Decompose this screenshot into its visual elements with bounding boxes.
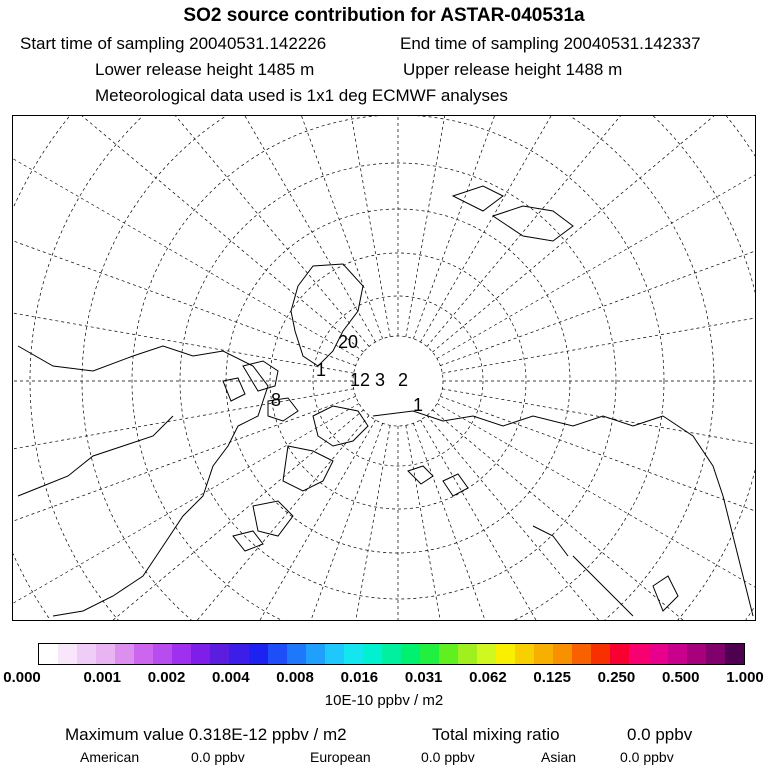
meridian-line bbox=[13, 404, 359, 621]
colorbar-cell bbox=[706, 644, 725, 664]
meridian-line bbox=[90, 116, 382, 339]
meridian-line bbox=[13, 225, 354, 373]
colorbar-cell bbox=[134, 644, 153, 664]
lower-height-label: Lower release height 1485 m bbox=[95, 60, 315, 79]
colorbar-cell bbox=[725, 644, 744, 664]
colorbar-tick-label: 0.000 bbox=[3, 669, 41, 686]
meridian-line bbox=[13, 396, 356, 620]
latitude-circle bbox=[13, 116, 755, 620]
colorbar-cell bbox=[325, 644, 344, 664]
meridian-line bbox=[13, 116, 359, 366]
colorbar-cell bbox=[153, 644, 172, 664]
colorbar-cell bbox=[591, 644, 610, 664]
contour-label: 8 bbox=[271, 390, 282, 410]
meridian-line bbox=[13, 415, 369, 620]
colorbar-cell bbox=[668, 644, 687, 664]
contour-label: 2 bbox=[398, 370, 409, 390]
contour-labels bbox=[271, 332, 423, 415]
coastline bbox=[453, 186, 503, 211]
met-data-label: Meteorological data used is 1x1 deg ECMWF analyses bbox=[95, 86, 508, 105]
colorbar-cell bbox=[77, 644, 96, 664]
colorbar-tick-label: 0.125 bbox=[533, 669, 571, 686]
plot-title: SO2 source contribution for ASTAR-040531a bbox=[183, 5, 585, 26]
colorbar-units: 10E-10 ppbv / m2 bbox=[324, 692, 444, 709]
meridian-line bbox=[437, 116, 755, 359]
region-name-asian: Asian bbox=[541, 749, 577, 765]
colorbar bbox=[38, 643, 745, 665]
coastline bbox=[283, 446, 333, 491]
colorbar-cell bbox=[649, 644, 668, 664]
colorbar-tick-label: 1.000 bbox=[726, 669, 764, 686]
graticule bbox=[13, 116, 755, 620]
colorbar-cell bbox=[629, 644, 648, 664]
meridian-line bbox=[13, 420, 376, 620]
colorbar-tick-label: 0.250 bbox=[597, 669, 636, 686]
colorbar-cell bbox=[191, 644, 210, 664]
colorbar-tick-label: 0.001 bbox=[83, 669, 122, 686]
max-value-label: Maximum value 0.318E-12 ppbv / m2 bbox=[65, 725, 347, 744]
colorbar-cell bbox=[58, 644, 77, 664]
colorbar-cell bbox=[229, 644, 248, 664]
coastline bbox=[18, 416, 173, 496]
colorbar-cell bbox=[210, 644, 229, 664]
end-time-label: End time of sampling 20040531.142337 bbox=[400, 34, 701, 53]
upper-height-label: Upper release height 1488 m bbox=[403, 60, 623, 79]
meridian-line bbox=[437, 404, 755, 621]
colorbar-cell bbox=[515, 644, 534, 664]
coastline bbox=[573, 556, 633, 616]
region-value-european: 0.0 ppbv bbox=[421, 749, 475, 765]
colorbar-cell bbox=[477, 644, 496, 664]
colorbar-cell bbox=[39, 644, 58, 664]
colorbar-cell bbox=[96, 644, 115, 664]
contour-label: 1 bbox=[316, 360, 327, 380]
colorbar-tick-label: 0.008 bbox=[276, 669, 314, 686]
colorbar-cell bbox=[553, 644, 572, 664]
meridian-line bbox=[427, 116, 755, 347]
colorbar-tick-label: 0.004 bbox=[212, 669, 250, 686]
coastline bbox=[663, 416, 753, 616]
coastline bbox=[223, 378, 245, 401]
colorbar-cell bbox=[401, 644, 420, 664]
colorbar-cell bbox=[534, 644, 553, 664]
meridian-line bbox=[413, 116, 705, 339]
colorbar-tick-label: 0.016 bbox=[340, 669, 379, 686]
meridian-line bbox=[432, 116, 755, 352]
region-name-european: European bbox=[310, 749, 371, 765]
latitude-circle bbox=[13, 116, 755, 620]
colorbar-cell bbox=[496, 644, 515, 664]
colorbar-cell bbox=[363, 644, 382, 664]
map-canvas bbox=[13, 116, 755, 620]
coastline bbox=[533, 526, 568, 556]
region-value-asian: 0.0 ppbv bbox=[620, 749, 674, 765]
coastline bbox=[253, 501, 293, 536]
colorbar-tick-label: 0.031 bbox=[404, 669, 443, 686]
colorbar-cell bbox=[287, 644, 306, 664]
colorbar-cell bbox=[572, 644, 591, 664]
coastline bbox=[493, 206, 573, 241]
colorbar-cell bbox=[344, 644, 363, 664]
colorbar-cell bbox=[610, 644, 629, 664]
colorbar-cell bbox=[268, 644, 287, 664]
latitude-circle bbox=[30, 116, 755, 620]
meridian-line bbox=[442, 389, 755, 537]
meridian-line bbox=[13, 116, 376, 342]
coastline bbox=[408, 466, 433, 484]
contour-label: 12 bbox=[350, 370, 371, 390]
meridian-line bbox=[13, 410, 364, 620]
meridian-line bbox=[242, 425, 390, 620]
region-name-american: American bbox=[80, 749, 140, 765]
coastline bbox=[233, 531, 263, 551]
meridian-line bbox=[440, 116, 755, 366]
colorbar-cell bbox=[420, 644, 439, 664]
meridian-line bbox=[13, 116, 364, 352]
colorbar-tick-label: 0.062 bbox=[469, 669, 507, 686]
colorbar-tick-label: 0.500 bbox=[661, 669, 700, 686]
start-time-label: Start time of sampling 20040531.142226 bbox=[20, 34, 327, 53]
colorbar-cell bbox=[382, 644, 401, 664]
colorbar-cell bbox=[115, 644, 134, 664]
contour-label: 20 bbox=[338, 332, 359, 352]
colorbar-cell bbox=[458, 644, 477, 664]
contour-label: 1 bbox=[413, 395, 424, 415]
meridian-line bbox=[406, 425, 554, 620]
polar-map bbox=[12, 115, 756, 621]
coastline bbox=[653, 576, 678, 611]
meridian-line bbox=[421, 116, 756, 342]
meridian-line bbox=[13, 116, 359, 359]
meridian-line bbox=[442, 225, 755, 373]
colorbar-tick-label: 0.002 bbox=[147, 669, 186, 686]
contour-label: 3 bbox=[375, 370, 386, 390]
colorbar-cell bbox=[306, 644, 325, 664]
total-mixing-value: 0.0 ppbv bbox=[627, 725, 693, 744]
colorbar-cell bbox=[172, 644, 191, 664]
coastlines bbox=[18, 186, 753, 616]
coastline bbox=[313, 406, 368, 446]
meridian-line bbox=[432, 410, 755, 620]
colorbar-cell bbox=[439, 644, 458, 664]
coastline bbox=[443, 474, 468, 496]
colorbar-cell bbox=[687, 644, 706, 664]
colorbar-cell bbox=[249, 644, 268, 664]
meridian-line bbox=[440, 396, 755, 620]
region-value-american: 0.0 ppbv bbox=[191, 749, 245, 765]
total-mixing-label: Total mixing ratio bbox=[432, 725, 560, 744]
